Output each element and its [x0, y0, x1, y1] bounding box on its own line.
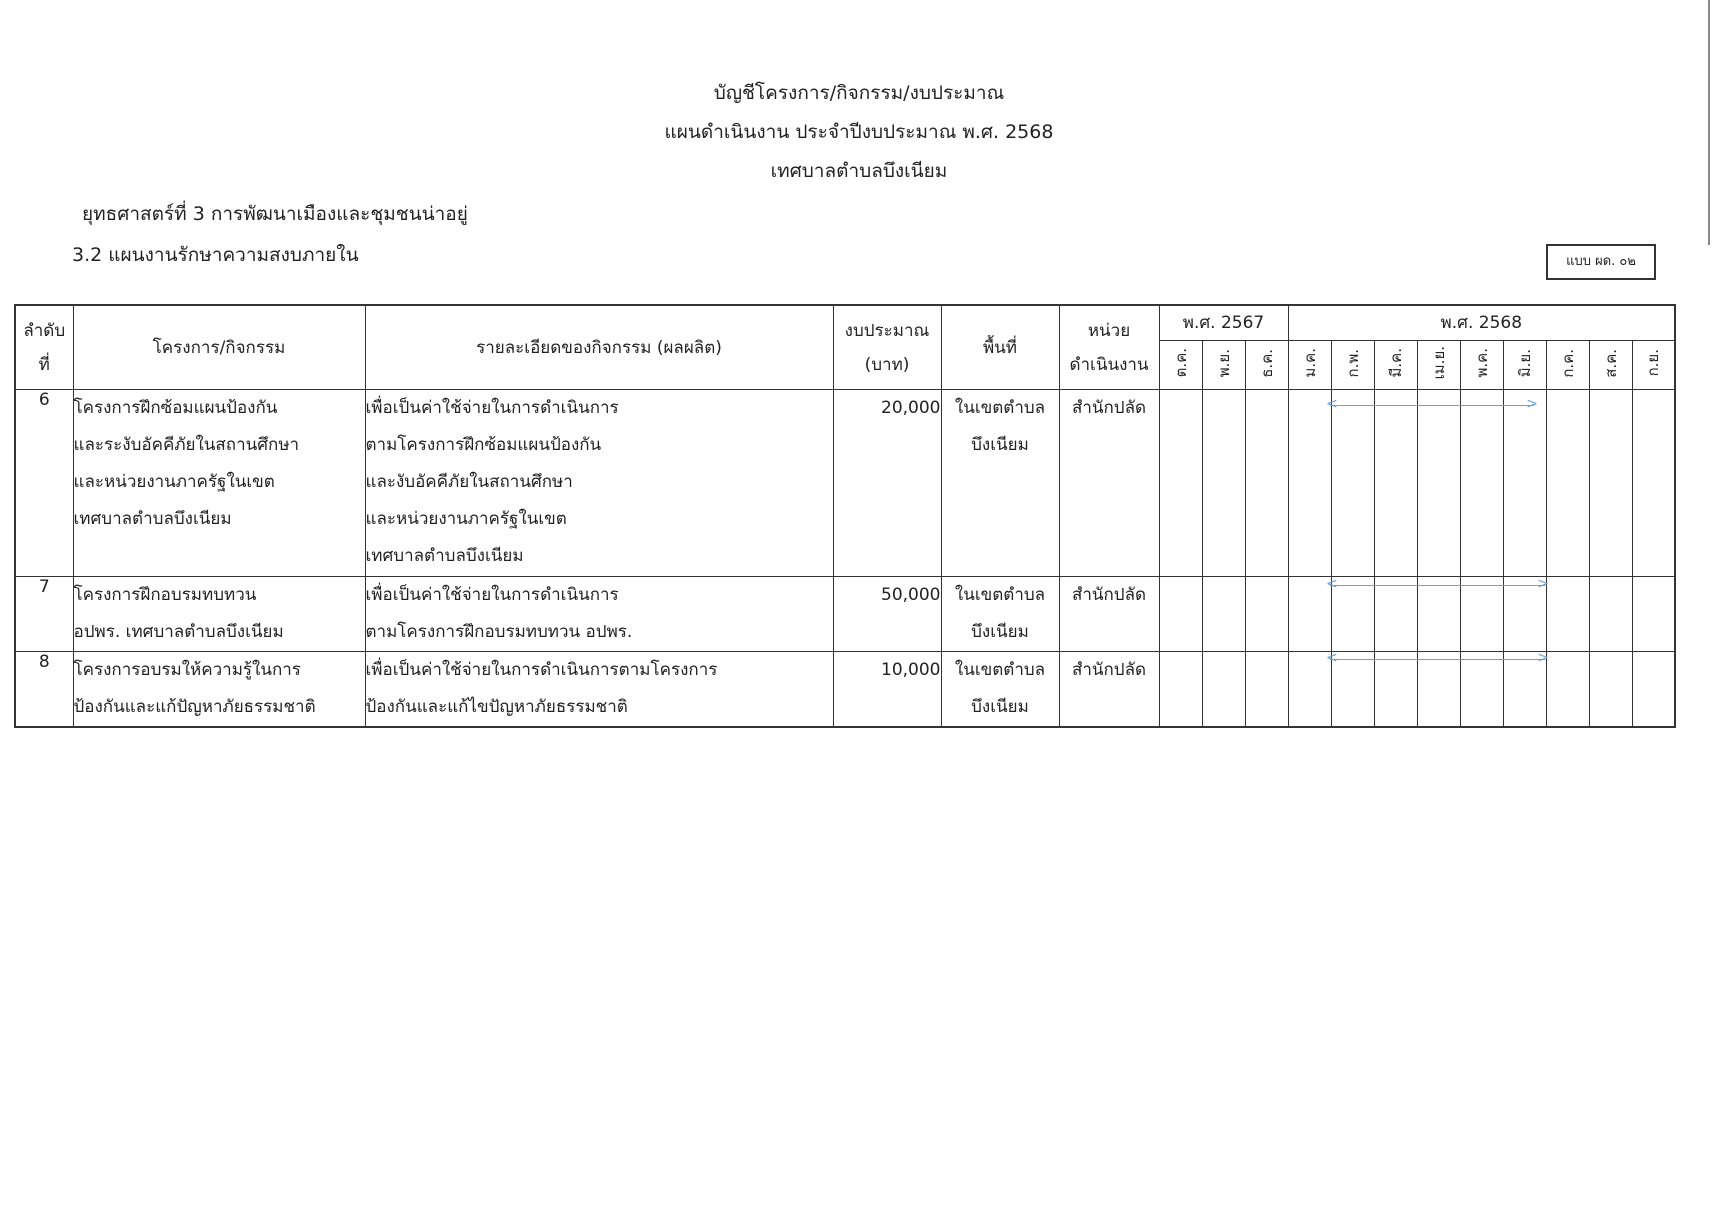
- detail-line: และงับอัคคีภัยในสถานศึกษา: [365, 472, 573, 492]
- header-unit: [1059, 305, 1159, 390]
- header-budget: [833, 305, 941, 390]
- header-detail: รายละเอียดของกิจกรรม (ผลผลิต): [365, 305, 833, 390]
- month-jan: [1288, 341, 1331, 390]
- table-row: [15, 577, 1675, 652]
- detail-line: ตามโครงการฝึกซ้อมแผนป้องกัน: [365, 435, 602, 455]
- header-no: [15, 305, 73, 390]
- month-cell: [1546, 652, 1589, 728]
- month-jul: [1546, 341, 1589, 390]
- detail-line: เทศบาลตำบลบึงเนียม: [365, 546, 524, 566]
- project-line: ป้องกันและแก้ปัญหาภัยธรรมชาติ: [73, 697, 316, 717]
- month-label: มิ.ย.: [1515, 348, 1534, 378]
- project-area: [941, 652, 1059, 728]
- month-sep: [1632, 341, 1675, 390]
- month-cell: [1245, 652, 1288, 728]
- timeline-arrow-row8: [1326, 650, 1549, 666]
- responsible-unit: สำนักปลัด: [1059, 652, 1159, 728]
- month-cell: [1417, 390, 1460, 577]
- project-line: โครงการฝึกซ้อมแผนป้องกัน: [73, 398, 278, 418]
- month-label: ก.ค.: [1558, 348, 1577, 378]
- month-cell: [1288, 390, 1331, 577]
- title-line-3: เทศบาลตำบลบึงเนียม: [770, 160, 948, 182]
- month-aug: [1589, 341, 1632, 390]
- header-unit-line2: ดำเนินงาน: [1069, 354, 1149, 375]
- arrow-left-icon: <: [1326, 650, 1338, 666]
- month-cell: [1503, 390, 1546, 577]
- month-cell: [1460, 652, 1503, 728]
- table-row: [15, 652, 1675, 728]
- month-cell: [1589, 652, 1632, 728]
- project-detail: [365, 652, 833, 728]
- month-may: [1460, 341, 1503, 390]
- responsible-unit: สำนักปลัด: [1059, 577, 1159, 652]
- month-label: ม.ค.: [1300, 348, 1319, 378]
- header-budget-line1: งบประมาณ: [844, 320, 930, 341]
- month-cell: [1546, 577, 1589, 652]
- detail-line: ป้องกันและแก้ไขปัญหาภัยธรรมชาติ: [365, 697, 628, 717]
- budget-amount: 50,000: [833, 577, 941, 652]
- area-line: ในเขตตำบล: [954, 398, 1046, 418]
- title-line-2: แผนดำเนินงาน ประจำปีงบประมาณ พ.ศ. 2568: [664, 121, 1054, 143]
- month-cell: [1245, 577, 1288, 652]
- row-number: 7: [15, 577, 73, 652]
- header-project: โครงการ/กิจกรรม: [73, 305, 365, 390]
- budget-amount: 20,000: [833, 390, 941, 577]
- area-line: ในเขตตำบล: [954, 585, 1046, 605]
- month-cell: [1417, 652, 1460, 728]
- project-line: อปพร. เทศบาลตำบลบึงเนียม: [73, 622, 284, 642]
- arrow-left-icon: <: [1326, 396, 1338, 412]
- header-no-line2: ที่: [38, 354, 50, 375]
- area-line: ในเขตตำบล: [954, 660, 1046, 680]
- arrow-right-icon: >: [1526, 396, 1538, 412]
- month-cell: [1159, 652, 1202, 728]
- table-row: [15, 390, 1675, 577]
- month-label: ก.ย.: [1644, 349, 1663, 377]
- detail-line: และหน่วยงานภาครัฐในเขต: [365, 509, 567, 529]
- header-no-line1: ลำดับ: [23, 320, 66, 341]
- project-line: เทศบาลตำบลบึงเนียม: [73, 509, 232, 529]
- month-nov: [1202, 341, 1245, 390]
- month-label: ต.ค.: [1171, 348, 1190, 378]
- project-line: และระงับอัคคีภัยในสถานศึกษา: [73, 435, 300, 455]
- header-year-2568: พ.ศ. 2568: [1288, 305, 1675, 341]
- area-line: บึงเนียม: [971, 435, 1029, 455]
- area-line: บึงเนียม: [971, 697, 1029, 717]
- month-label: มี.ค.: [1386, 348, 1405, 378]
- month-cell: [1589, 577, 1632, 652]
- document-title: [0, 74, 1718, 191]
- header-area: พื้นที่: [941, 305, 1059, 390]
- header-budget-line2: (บาท): [864, 354, 910, 375]
- month-oct: [1159, 341, 1202, 390]
- month-cell: [1202, 652, 1245, 728]
- month-cell: [1374, 652, 1417, 728]
- project-area: [941, 390, 1059, 577]
- month-cell: [1632, 652, 1675, 728]
- month-cell: [1632, 390, 1675, 577]
- timeline-arrow-row6: [1326, 396, 1538, 412]
- timeline-arrow-row7: [1326, 576, 1549, 592]
- month-label: พ.ย.: [1214, 348, 1233, 378]
- subplan-heading: 3.2 แผนงานรักษาความสงบภายใน: [72, 244, 359, 266]
- month-label: เม.ย.: [1429, 346, 1448, 380]
- project-name: [73, 577, 365, 652]
- month-cell: [1374, 390, 1417, 577]
- month-label: ธ.ค.: [1257, 348, 1276, 378]
- project-name: [73, 652, 365, 728]
- month-cell: [1460, 577, 1503, 652]
- month-label: ก.พ.: [1343, 348, 1362, 378]
- project-line: และหน่วยงานภาครัฐในเขต: [73, 472, 275, 492]
- header-unit-line1: หน่วย: [1087, 320, 1131, 341]
- detail-line: ตามโครงการฝึกอบรมทบทวน อปพร.: [365, 622, 633, 642]
- month-label: ส.ค.: [1601, 348, 1620, 378]
- month-apr: [1417, 341, 1460, 390]
- month-cell: [1632, 577, 1675, 652]
- arrow-right-icon: >: [1537, 576, 1549, 592]
- project-area: [941, 577, 1059, 652]
- month-cell: [1159, 577, 1202, 652]
- detail-line: เพื่อเป็นค่าใช้จ่ายในการดำเนินการ: [365, 398, 619, 418]
- month-label: พ.ค.: [1472, 348, 1491, 378]
- month-jun: [1503, 341, 1546, 390]
- area-line: บึงเนียม: [971, 622, 1029, 642]
- month-feb: [1331, 341, 1374, 390]
- detail-line: เพื่อเป็นค่าใช้จ่ายในการดำเนินการ: [365, 585, 619, 605]
- project-line: โครงการฝึกอบรมทบทวน: [73, 585, 257, 605]
- plan-table: [14, 304, 1676, 728]
- month-cell: [1589, 390, 1632, 577]
- arrow-right-icon: >: [1537, 650, 1549, 666]
- month-mar: [1374, 341, 1417, 390]
- month-dec: [1245, 341, 1288, 390]
- month-cell: [1245, 390, 1288, 577]
- month-cell: [1288, 577, 1331, 652]
- month-cell: [1202, 390, 1245, 577]
- month-cell: [1546, 390, 1589, 577]
- month-cell: [1417, 577, 1460, 652]
- project-line: โครงการอบรมให้ความรู้ในการ: [73, 660, 301, 680]
- month-cell: [1374, 577, 1417, 652]
- form-code-badge: แบบ ผด. ๐๒: [1546, 244, 1656, 280]
- month-cell: [1460, 390, 1503, 577]
- project-name: [73, 390, 365, 577]
- month-cell: [1331, 390, 1374, 577]
- header-year-2567: พ.ศ. 2567: [1159, 305, 1288, 341]
- month-cell: [1288, 652, 1331, 728]
- row-number: 6: [15, 390, 73, 577]
- strategy-heading: ยุทธศาสตร์ที่ 3 การพัฒนาเมืองและชุมชนน่าอยู่: [82, 203, 468, 225]
- row-number: 8: [15, 652, 73, 728]
- arrow-left-icon: <: [1326, 576, 1338, 592]
- project-detail: [365, 577, 833, 652]
- title-line-1: บัญชีโครงการ/กิจกรรม/งบประมาณ: [713, 82, 1005, 104]
- budget-amount: 10,000: [833, 652, 941, 728]
- project-detail: [365, 390, 833, 577]
- detail-line: เพื่อเป็นค่าใช้จ่ายในการดำเนินการตามโครงการ: [365, 660, 718, 680]
- month-cell: [1202, 577, 1245, 652]
- month-cell: [1159, 390, 1202, 577]
- responsible-unit: สำนักปลัด: [1059, 390, 1159, 577]
